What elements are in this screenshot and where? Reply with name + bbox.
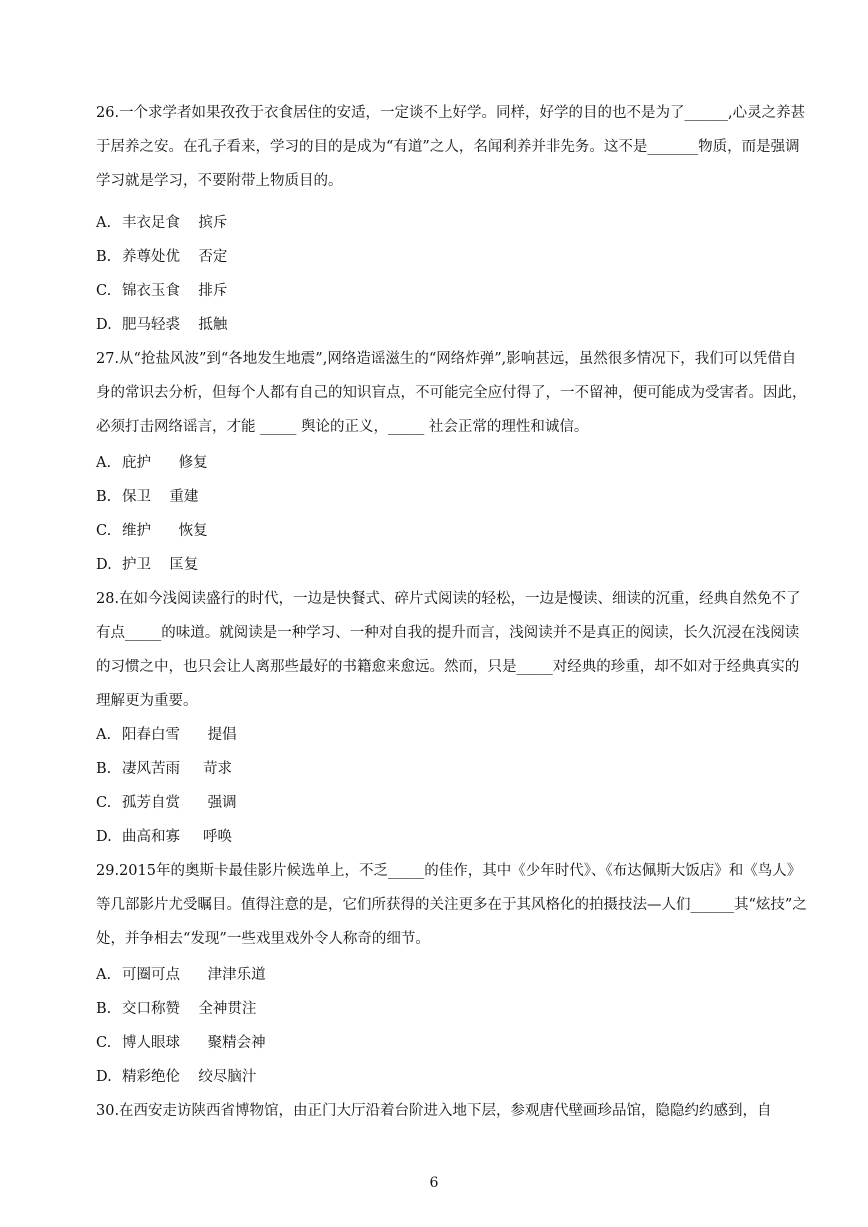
- option-letter: A.: [96, 455, 112, 471]
- option-letter: D.: [96, 1069, 112, 1085]
- option-text: 丰衣足食 摈斥: [122, 215, 228, 231]
- option-letter: A.: [96, 215, 112, 231]
- option-letter: B.: [96, 249, 112, 265]
- question-29-option-c: [96, 1026, 266, 1060]
- option-letter: A.: [96, 967, 112, 983]
- option-text: 庇护 修复: [122, 455, 208, 471]
- option-text: 交口称赞 全神贯注: [122, 1001, 257, 1017]
- question-28-option-b: [96, 752, 232, 786]
- option-text: 养尊处优 否定: [122, 249, 228, 265]
- option-text: 阳春白雪 提倡: [122, 727, 237, 743]
- question-26-option-b: [96, 240, 227, 274]
- option-letter: A.: [96, 727, 112, 743]
- question-29-option-d: [96, 1060, 256, 1094]
- option-letter: B.: [96, 1001, 112, 1017]
- option-text: 曲高和寡 呼唤: [122, 829, 233, 845]
- question-27-stem: 27.从“抢盐风波”到“各地发生地震”,网络造谣滋生的“网络炸弹”,影响甚远，虽然很多情况下，我们可以凭借自身的常识去分析，但每个人都有自己的知识盲点，不可能完全应付得了，一不留神，便可能成为受害者。因此，必须打击网络谣言，才能 _____ 舆论的正义，_____ 社会正常的理性和诚信。: [96, 351, 807, 435]
- question-26-option-c: [96, 274, 227, 308]
- question-27-option-a: [96, 446, 208, 480]
- question-28-option-d: [96, 820, 232, 854]
- question-28-stem: 28.在如今浅阅读盛行的时代，一边是快餐式、碎片式阅读的轻松，一边是慢读、细读的沉重，经典自然免不了有点_____的味道。就阅读是一种学习、一种对自我的提升而言，浅阅读并不是真正的阅读，长久沉浸在浅阅读的习惯之中，也只会让人离那些最好的书籍愈来愈远。然而，只是_____对经典的珍重，却不如对于经典真实的理解更为重要。: [96, 591, 801, 709]
- question-27-option-b: [96, 480, 198, 514]
- question-30-stem: 30.在西安走访陕西省博物馆，由正门大厅沿着台阶进入地下层，参观唐代壁画珍品馆，隐隐约约感到，自: [96, 1103, 772, 1119]
- option-letter: B.: [96, 489, 112, 505]
- page-number: 6: [429, 1175, 439, 1191]
- option-letter: D.: [96, 557, 112, 573]
- option-letter: C.: [96, 283, 112, 299]
- option-letter: B.: [96, 761, 112, 777]
- option-text: 孤芳自赏 强调: [122, 795, 237, 811]
- option-letter: D.: [96, 317, 112, 333]
- option-text: 可圈可点 津津乐道: [122, 967, 266, 983]
- option-text: 博人眼球 聚精会神: [122, 1035, 266, 1051]
- option-text: 肥马轻裘 抵触: [122, 317, 228, 333]
- question-26-option-d: [96, 308, 227, 342]
- question-29-option-a: [96, 958, 266, 992]
- option-text: 凄风苦雨 苛求: [122, 761, 233, 777]
- question-27-option-d: [96, 548, 198, 582]
- option-text: 保卫 重建: [122, 489, 199, 505]
- question-29-option-b: [96, 992, 256, 1026]
- option-text: 护卫 匡复: [122, 557, 199, 573]
- question-29-stem: 29.2015年的奥斯卡最佳影片候选单上，不乏_____的佳作，其中《少年时代》、《布达佩斯大饭店》和《鸟人》等几部影片尤受瞩目。值得注意的是，它们所获得的关注更多在于其风格化的拍摄技法—人们______其“炫技”之处，并争相去“发现”一些戏里戏外令人称奇的细节。: [96, 863, 807, 947]
- question-27-option-c: [96, 514, 208, 548]
- option-letter: C.: [96, 795, 112, 811]
- option-letter: D.: [96, 829, 112, 845]
- option-letter: C.: [96, 523, 112, 539]
- option-letter: C.: [96, 1035, 112, 1051]
- option-text: 锦衣玉食 排斥: [122, 283, 228, 299]
- question-28-option-a: [96, 718, 237, 752]
- option-text: 维护 恢复: [122, 523, 208, 539]
- question-28-option-c: [96, 786, 237, 820]
- option-text: 精彩绝伦 绞尽脑汁: [122, 1069, 257, 1085]
- question-26-option-a: [96, 206, 227, 240]
- question-26-stem: 26.一个求学者如果孜孜于衣食居住的安适，一定谈不上好学。同样，好学的目的也不是为了______,心灵之养甚于居养之安。在孔子看来，学习的目的是成为“有道”之人，名闻利养并非先务。这不是_______物质，而是强调学习就是学习，不要附带上物质目的。: [96, 105, 806, 189]
